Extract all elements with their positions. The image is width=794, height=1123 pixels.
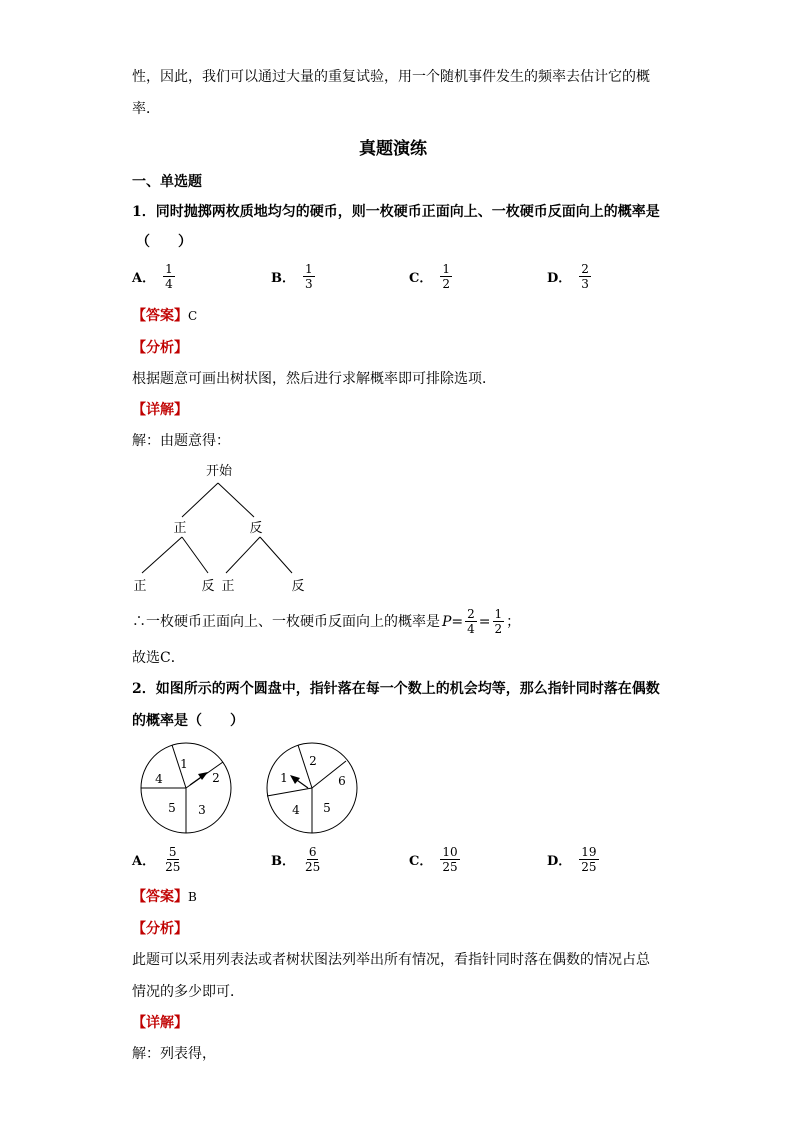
spinner-figure bbox=[134, 738, 374, 838]
disk1-number: 2 bbox=[212, 771, 220, 785]
tree-leaf-label: 正 bbox=[133, 579, 147, 594]
q2-stem-line-2: 的概率是（ ） bbox=[132, 713, 244, 729]
answer-value: C bbox=[188, 309, 198, 323]
intro-line-1: 性，因此，我们可以通过大量的重复试验，用一个随机事件发生的频率去估计它的概 bbox=[132, 69, 650, 85]
q2-option-d: D． $\frac{19}{25}$ bbox=[547, 845, 597, 874]
q1-conclusion bbox=[132, 607, 520, 636]
tree-node-label: 反 bbox=[249, 521, 263, 536]
fraction: $\frac{2}{4}$ bbox=[467, 607, 475, 636]
disk2-number: 4 bbox=[292, 803, 300, 817]
answer-tag: 【答案】 bbox=[132, 889, 188, 905]
q2-detail-intro: 解：列表得， bbox=[132, 1046, 216, 1062]
tree-edge bbox=[226, 537, 260, 573]
q1-option-c: C． $\frac{1}{2}$ bbox=[409, 262, 450, 291]
tree-edge bbox=[182, 537, 208, 573]
fraction: $\frac{1}{2}$ bbox=[494, 607, 503, 636]
equals-sign: = bbox=[478, 613, 491, 630]
disk2-number: 2 bbox=[309, 754, 317, 768]
q2-analysis-line-1: 此题可以采用列表法或者树状图法列举出所有情况，看指针同时落在偶数的情况占总 bbox=[132, 952, 650, 968]
disk1-number: 3 bbox=[198, 803, 206, 817]
tree-diagram bbox=[120, 455, 320, 600]
answer-tag: 【答案】 bbox=[132, 308, 188, 324]
q1-final: 故选C． bbox=[132, 650, 185, 666]
q1-analysis-text: 根据题意可画出树状图，然后进行求解概率即可排除选项． bbox=[132, 371, 496, 387]
disk2-number: 5 bbox=[323, 801, 331, 815]
q2-analysis-line-2: 情况的多少即可． bbox=[132, 984, 244, 1000]
q2-option-a: A． $\frac{5}{25}$ bbox=[132, 845, 181, 874]
tree-node-label: 正 bbox=[173, 521, 187, 536]
q1-option-d: D． $\frac{2}{3}$ bbox=[547, 262, 589, 291]
q1-stem-line-1: 1．同时抛掷两枚质地均匀的硬币，则一枚硬币正面向上、一枚硬币反面向上的概率是 bbox=[132, 204, 660, 220]
intro-line-2: 率． bbox=[132, 101, 160, 117]
equals-sign: = bbox=[451, 613, 464, 630]
q1-answer bbox=[132, 306, 197, 326]
tree-leaf-label: 反 bbox=[201, 579, 215, 594]
q1-option-b: B． $\frac{1}{3}$ bbox=[271, 262, 313, 291]
q2-option-c: C． $\frac{10}{25}$ bbox=[409, 845, 458, 874]
tree-edge bbox=[182, 483, 218, 517]
q1-detail-tag: 【详解】 bbox=[132, 402, 188, 418]
disk1-number: 5 bbox=[168, 801, 176, 815]
tree-leaf-label: 正 bbox=[221, 579, 235, 594]
disk2-number: 6 bbox=[338, 774, 346, 788]
tree-edge bbox=[142, 537, 182, 573]
q2-detail-tag: 【详解】 bbox=[132, 1015, 188, 1031]
spinner-divider bbox=[267, 788, 312, 796]
probability-symbol: P bbox=[442, 613, 452, 630]
q2-answer bbox=[132, 887, 197, 907]
answer-value: B bbox=[188, 890, 197, 904]
q2-stem-line-1: 2．如图所示的两个圆盘中，指针落在每一个数上的机会均等，那么指针同时落在偶数 bbox=[132, 681, 660, 697]
q1-stem-line-2: （ ） bbox=[136, 234, 192, 250]
q1-detail-intro: 解：由题意得： bbox=[132, 433, 230, 449]
disk1-number: 4 bbox=[155, 772, 163, 786]
q1-option-a: A． $\frac{1}{4}$ bbox=[132, 262, 173, 291]
tree-edge bbox=[260, 537, 292, 573]
tree-edge bbox=[218, 483, 254, 517]
disk2-number: 1 bbox=[280, 771, 288, 785]
conclusion-text: ∴一枚硬币正面向上、一枚硬币反面向上的概率是 bbox=[132, 613, 440, 630]
q1-analysis-tag: 【分析】 bbox=[132, 340, 188, 356]
section-heading: 真题演练 bbox=[359, 139, 427, 159]
q2-analysis-tag: 【分析】 bbox=[132, 921, 188, 937]
tree-leaf-label: 反 bbox=[291, 579, 305, 594]
q2-option-b: B． $\frac{6}{25}$ bbox=[271, 845, 321, 874]
disk1-number: 1 bbox=[180, 757, 188, 771]
section-label: 一、单选题 bbox=[132, 174, 202, 190]
tree-root-label: 开始 bbox=[205, 464, 233, 479]
semicolon: ； bbox=[506, 613, 521, 630]
arrowhead-icon bbox=[290, 775, 300, 784]
